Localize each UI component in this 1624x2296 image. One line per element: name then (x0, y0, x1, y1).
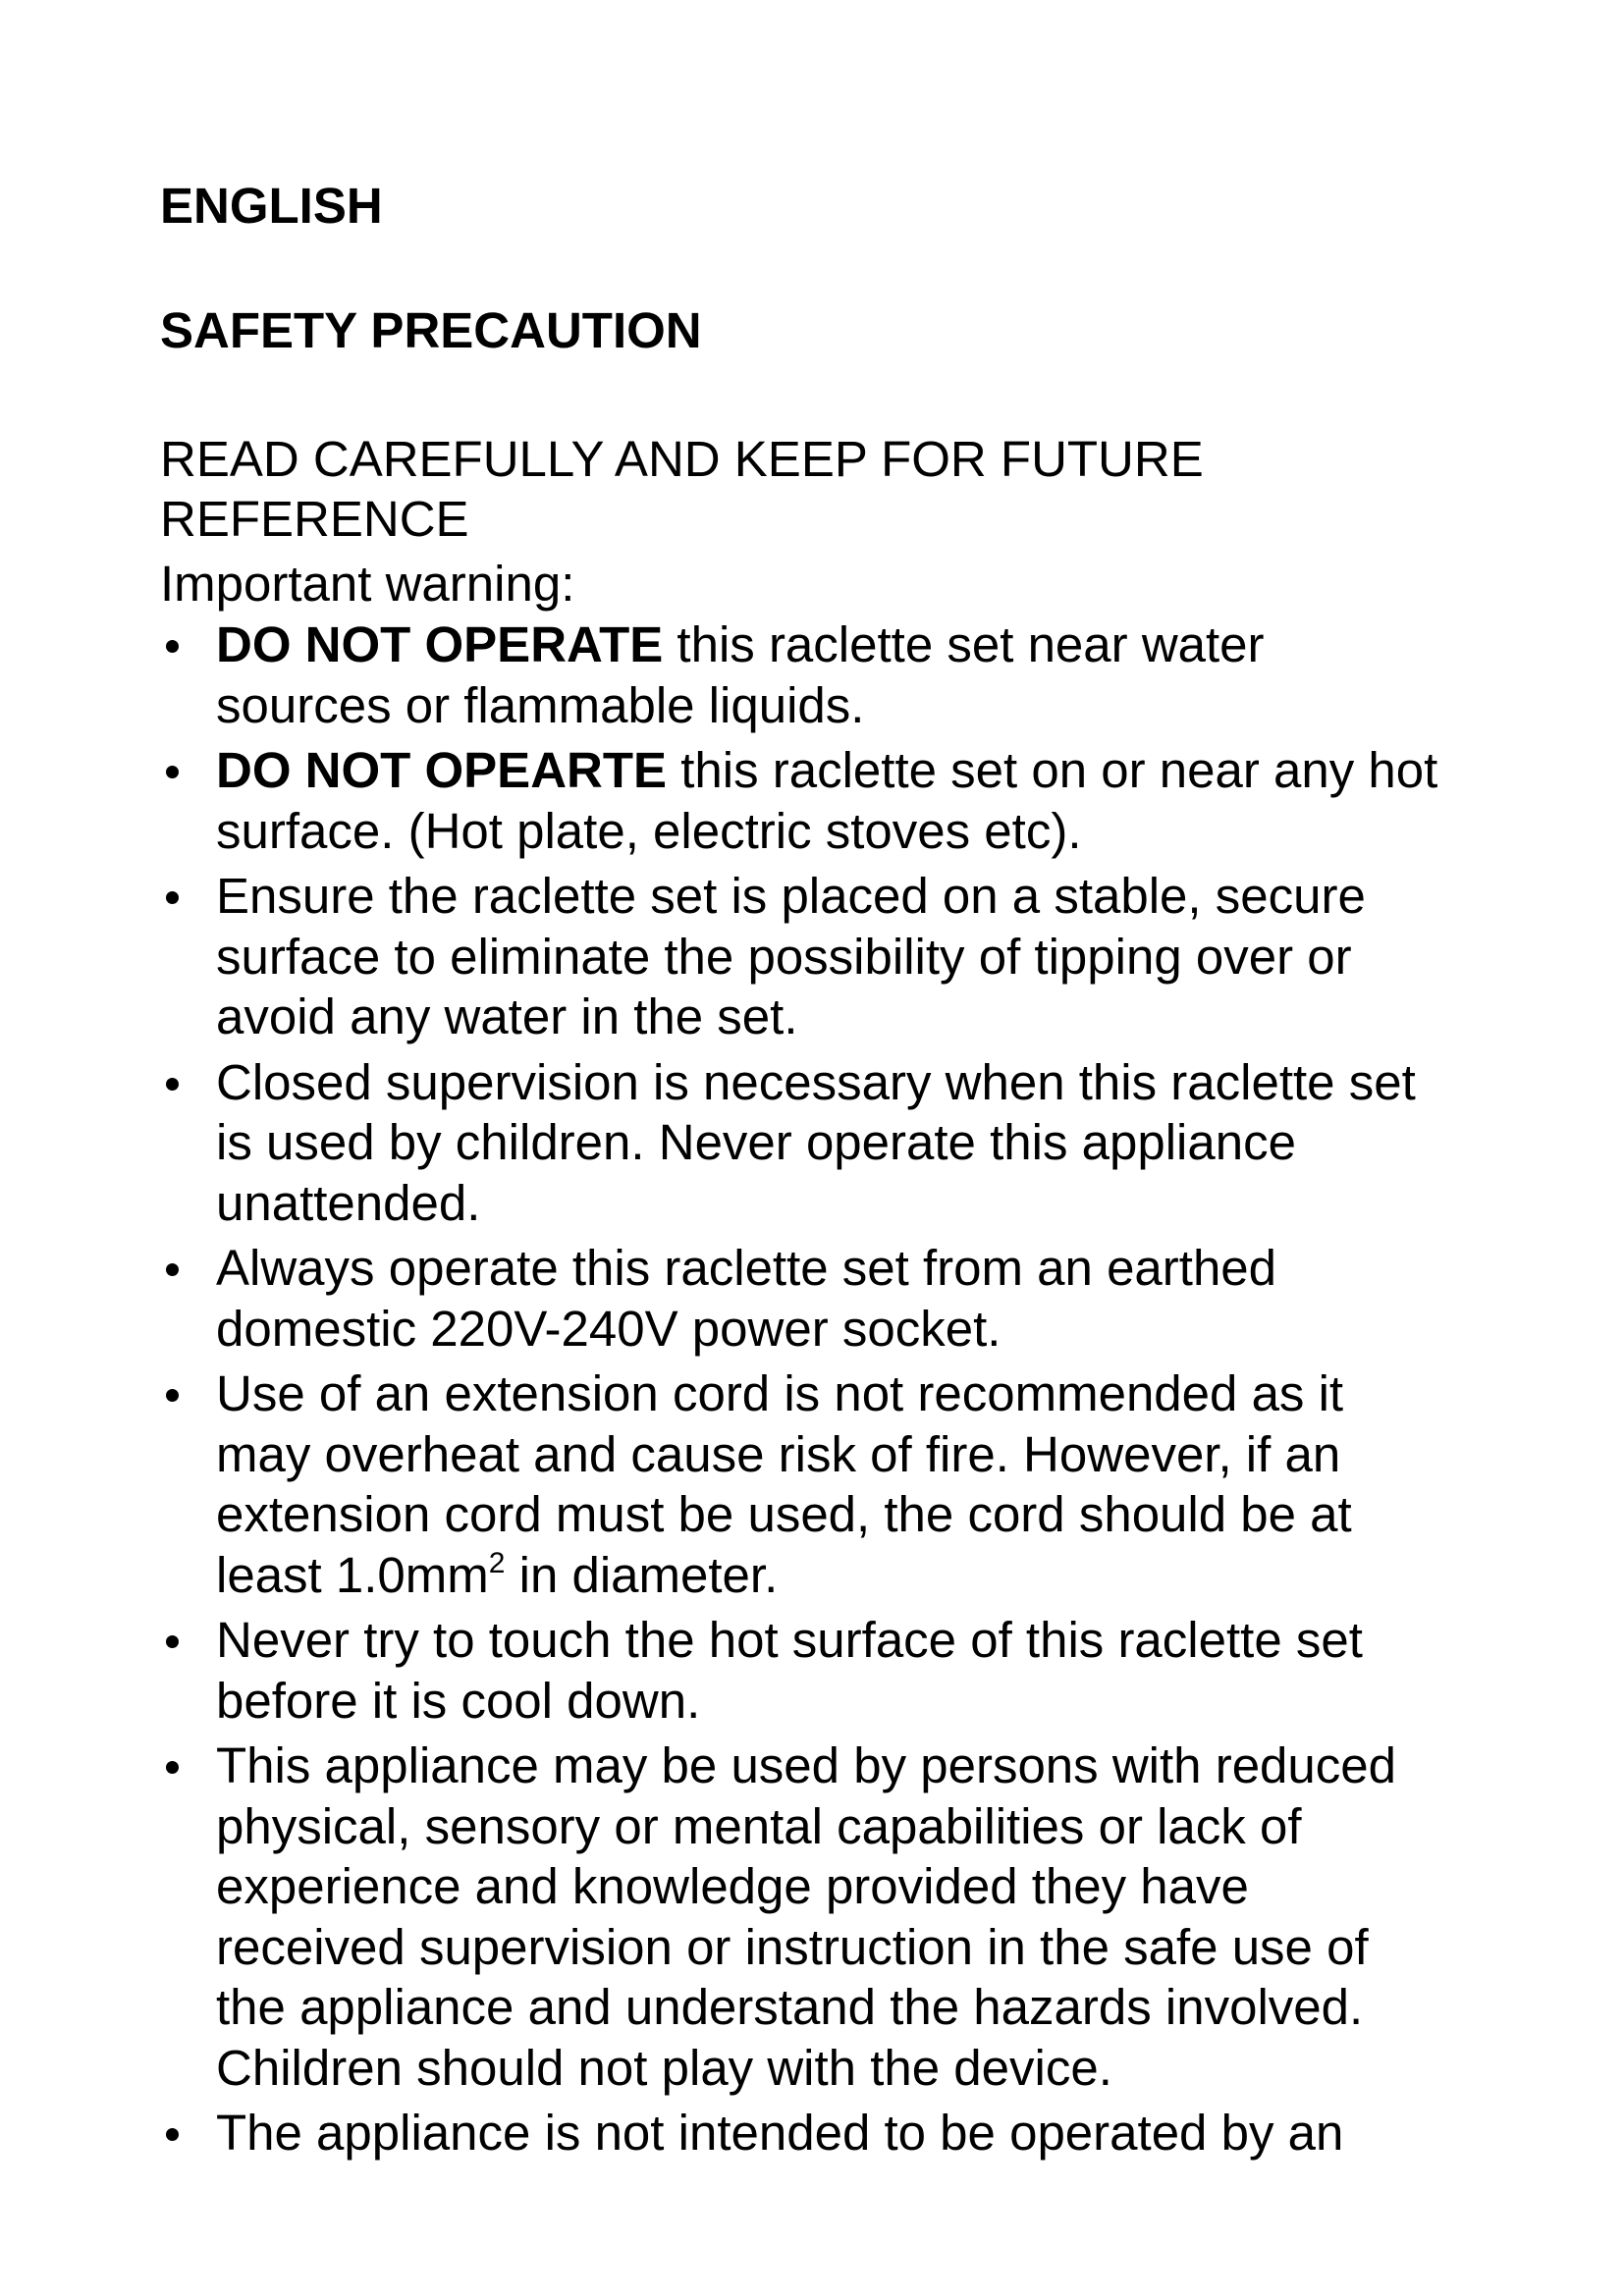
bullet-line: is used by children. Never operate this appliance (216, 1114, 1296, 1170)
bullet-line: physical, sensory or mental capabilities or lack of (216, 1797, 1302, 1854)
bullet-line: This appliance may be used by persons with reduced (216, 1737, 1397, 1793)
bullet-line: Closed supervision is necessary when this raclette set (216, 1053, 1416, 1110)
bullet-dot-icon (166, 1263, 179, 1276)
bullet-item-hot-touch (0, 1610, 1624, 1731)
bullet-text: least 1.0mm (216, 1546, 489, 1603)
bullet-text: this raclette set near water (663, 616, 1265, 672)
bullet-line: may overheat and cause risk of fire. However, if an (216, 1425, 1341, 1482)
bullet-bold-lead: DO NOT OPERATE (216, 616, 664, 672)
bullet-line: The appliance is not intended to be operated by an (216, 2105, 1344, 2161)
bullet-line: unattended. (216, 1174, 481, 1231)
bullet-text: in diameter. (505, 1546, 779, 1603)
read-carefully-line-2: REFERENCE (160, 491, 469, 547)
superscript-text: 2 (488, 1546, 506, 1579)
bullet-line: surface to eliminate the possibility of tipping over or (216, 928, 1352, 985)
bullet-dot-icon (166, 1635, 179, 1648)
bullet-item-reduced-capabilities (0, 1735, 1624, 2098)
bullet-line: extension cord must be used, the cord should be at (216, 1486, 1352, 1542)
bullet-line: surface. (Hot plate, electric stoves etc). (216, 802, 1082, 859)
bullet-line: received supervision or instruction in the safe use of (216, 1918, 1369, 1975)
bullet-line (216, 1545, 1624, 1606)
important-warning-label: Important warning: (160, 556, 575, 612)
bullet-line: Use of an extension cord is not recommended as it (216, 1365, 1344, 1421)
bullet-text: this raclette set on or near any hot (667, 742, 1438, 798)
bullet-item-extension-cord (0, 1363, 1624, 1605)
bullet-line: Never try to touch the hot surface of this raclette set (216, 1612, 1363, 1668)
bullet-line (216, 614, 1624, 675)
bullet-item-water (0, 614, 1624, 735)
bullet-dot-icon (166, 1078, 179, 1091)
bullet-dot-icon (166, 640, 179, 653)
bullet-item-hot-surface (0, 740, 1624, 861)
bullet-item-earthed-socket (0, 1238, 1624, 1359)
bullet-item-supervision (0, 1052, 1624, 1234)
bullet-dot-icon (166, 1389, 179, 1402)
bullet-line: before it is cool down. (216, 1672, 701, 1729)
bullet-dot-icon (166, 1761, 179, 1774)
bullet-line: avoid any water in the set. (216, 988, 798, 1044)
bullet-dot-icon (166, 766, 179, 778)
bullet-line (216, 740, 1624, 801)
language-heading: ENGLISH (160, 178, 383, 234)
read-carefully-line-1: READ CAREFULLY AND KEEP FOR FUTURE (160, 431, 1204, 487)
bullet-dot-icon (166, 2128, 179, 2141)
bullet-line: experience and knowledge provided they have (216, 1858, 1249, 1914)
section-heading: SAFETY PRECAUTION (160, 302, 702, 358)
safety-bullet-list (0, 614, 1624, 2168)
bullet-line: Children should not play with the device. (216, 2039, 1112, 2096)
bullet-bold-lead: DO NOT OPEARTE (216, 742, 668, 798)
bullet-item-stable-surface (0, 866, 1624, 1047)
bullet-item-not-intended (0, 2103, 1624, 2163)
bullet-line: Ensure the raclette set is placed on a stable, secure (216, 868, 1366, 924)
bullet-line: Always operate this raclette set from an earthed (216, 1240, 1277, 1296)
bullet-line: domestic 220V-240V power socket. (216, 1300, 1001, 1357)
bullet-dot-icon (166, 891, 179, 904)
bullet-line: sources or flammable liquids. (216, 676, 865, 733)
bullet-line: the appliance and understand the hazards involved. (216, 1979, 1364, 2035)
